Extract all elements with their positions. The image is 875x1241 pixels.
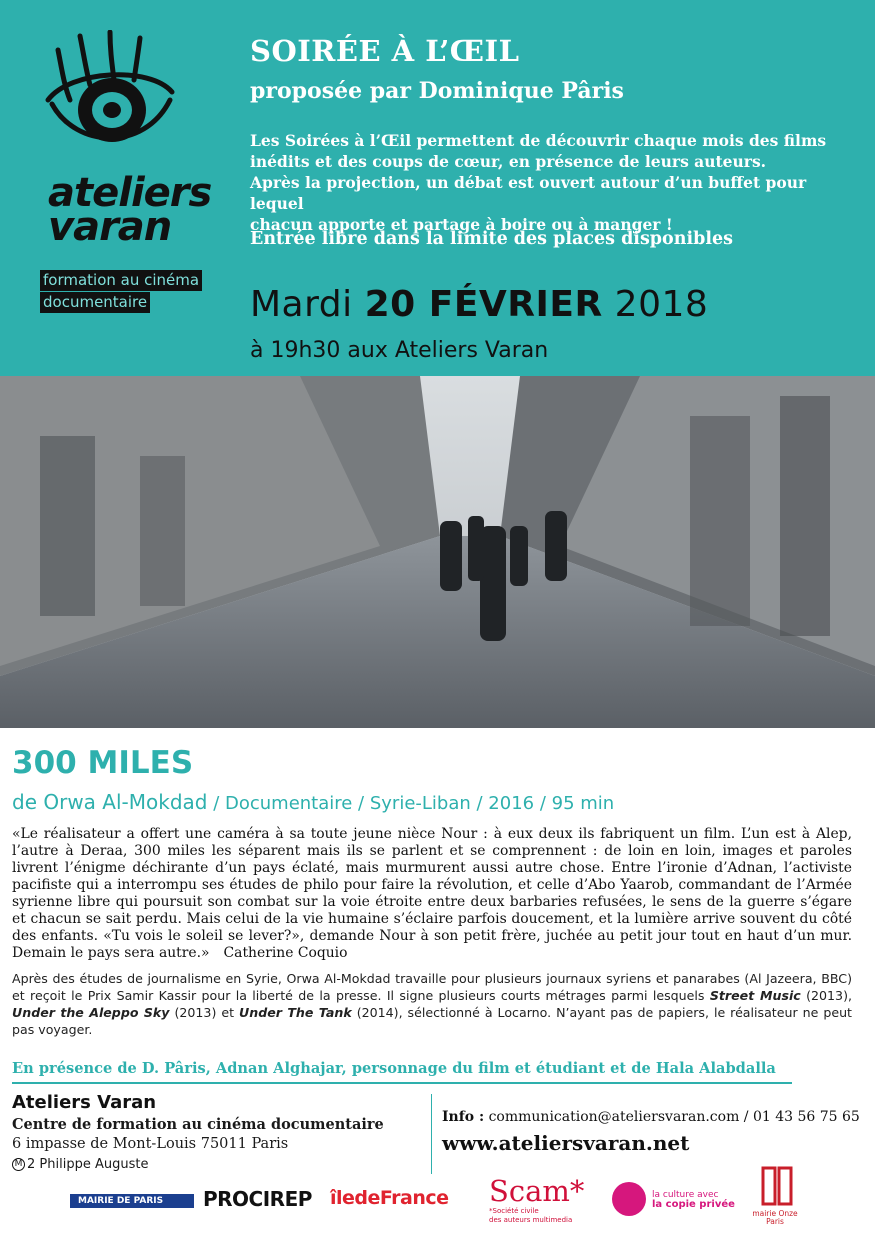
logo-tagline (40, 270, 202, 314)
street-address: 6 impasse de Mont-Louis 75011 Paris (12, 1136, 289, 1152)
director-bio (12, 970, 852, 1038)
date-day: Mardi (250, 284, 353, 325)
logo-wordmark (48, 170, 212, 250)
copie-line: la culture avec (652, 1190, 719, 1200)
description-line: chacun apporte et partage à boire ou à manger ! (250, 215, 673, 234)
film-credits (12, 790, 614, 814)
tagline-line-2: documentaire (40, 292, 150, 313)
metro-station: 2 Philippe Auguste (27, 1157, 149, 1172)
onze-line: mairie Onze (752, 1209, 798, 1218)
metro-icon: M (12, 1158, 25, 1171)
tagline-line-1: formation au cinéma (40, 270, 202, 291)
website-link[interactable]: www.ateliersvaran.net (442, 1131, 690, 1155)
bio-film-title: Under The Tank (239, 1005, 352, 1020)
scam-logo: Scam* (489, 1174, 585, 1208)
film-title: 300 MILES (12, 745, 194, 781)
header-banner (0, 0, 875, 376)
copie-line: la copie privée (652, 1199, 735, 1210)
film-meta: / Documentaire / Syrie-Liban / 2016 / 95 min (207, 793, 615, 814)
event-date (250, 284, 708, 325)
quote-text: «Le réalisateur a offert une caméra à sa toute jeune nièce Nour : à eux deux ils fabriquent un film. L’un est à Alep, l’autre à Deraa, 300 miles les séparent mais ils se parlent et se comprennent : de loin en loin, images et paroles livrent l’énigme déchirante d’un pays éclaté, mais murmurent aussi autre chose. Entre l’ironie d’Adnan, l’activiste pacifiste qui a interrompu ses études de philo pour faire la révolution, et celle d’Abo Yaarob, commandant de l’Armée syrienne libre qui poursuit son combat sur la voie étroite entre deux barbaries refusées, le sens de la guerre s’égare et chacun se sait perdu. Mais celui de la vie humaine s’éclaire parfois doucement, et la lumière arrive souvent du côté des enfants. «Tu vois le soleil se lever?», demande Nour à son petit frère, juchée au petit jour tout en haut d’un mur. Demain le pays sera autre.» (12, 826, 852, 961)
contact-email-phone[interactable]: communication@ateliersvaran.com / 01 43 56 75 65 (484, 1109, 860, 1125)
bio-text: (2013), (800, 988, 852, 1003)
quote-author: Catherine Coquio (223, 945, 348, 961)
bio-text: (2013) et (169, 1005, 239, 1020)
guests-presence: En présence de D. Pâris, Adnan Alghajar, personnage du film et étudiant et de Hala Alabdalla (12, 1060, 776, 1077)
description-line: inédits et des coups de cœur, en présence de leurs auteurs. (250, 152, 767, 171)
ile-de-france-logo: îledeFrance (330, 1187, 449, 1209)
mairie-onze-text (752, 1210, 798, 1226)
bio-film-title: Street Music (709, 988, 801, 1003)
eye-logo-icon (40, 30, 180, 170)
event-description (250, 130, 850, 235)
onze-line: Paris (766, 1217, 784, 1226)
date-year: 2018 (614, 284, 709, 325)
logo-word-varan: varan (48, 204, 172, 250)
event-subtitle: proposée par Dominique Pâris (250, 78, 624, 104)
free-entry-note: Entrée libre dans la limite des places disponibles (250, 229, 733, 249)
date-day-month: 20 FÉVRIER (364, 284, 603, 325)
org-name: Ateliers Varan (12, 1092, 157, 1113)
film-review-quote (12, 826, 852, 962)
partner-logos (0, 1174, 875, 1240)
film-director: de Orwa Al-Mokdad (12, 790, 208, 814)
description-line: Les Soirées à l’Œil permettent de découvrir chaque mois des films (250, 131, 827, 150)
copie-privee-text (652, 1190, 735, 1210)
street-photo-icon (0, 376, 875, 728)
bio-text: (2014), sélectionné à Locarno. N’ayant pas de papiers, le réalisateur ne peut pas voyager. (12, 1005, 852, 1037)
bio-text: Après des études de journalisme en Syrie, Orwa Al-Mokdad travaille pour plusieurs journaux syriens et panarabes (Al Jazeera, BBC) et reçoit le Prix Samir Kassir pour la liberté de la presse. Il signe plusieurs courts métrages parmi lesquels (12, 971, 852, 1003)
film-still-image (0, 376, 875, 728)
divider (12, 1082, 792, 1084)
mairie-onze-logo-icon (760, 1166, 794, 1206)
copie-privee-logo-icon (612, 1182, 646, 1216)
event-time-place: à 19h30 aux Ateliers Varan (250, 338, 549, 363)
procirep-logo: PROCIREP (203, 1187, 312, 1211)
logo-word-ateliers: ateliers (48, 170, 212, 216)
scam-sub-line: *Société civile (489, 1207, 539, 1215)
metro-info (12, 1157, 384, 1172)
info-label: Info : (442, 1109, 485, 1125)
contact-info[interactable] (442, 1109, 860, 1125)
org-description: Centre de formation au cinéma documentaire (12, 1116, 384, 1133)
venue-address (12, 1092, 384, 1172)
scam-sub-line: des auteurs multimedia (489, 1216, 573, 1224)
description-line: Après la projection, un débat est ouvert autour d’un buffet pour lequel (250, 173, 807, 213)
divider (431, 1094, 432, 1174)
scam-subtitle (489, 1207, 572, 1225)
bio-film-title: Under the Aleppo Sky (12, 1005, 170, 1020)
mairie-de-paris-logo: MAIRIE DE PARIS (70, 1194, 194, 1208)
event-title: SOIRÉE À L’ŒIL (250, 34, 520, 68)
